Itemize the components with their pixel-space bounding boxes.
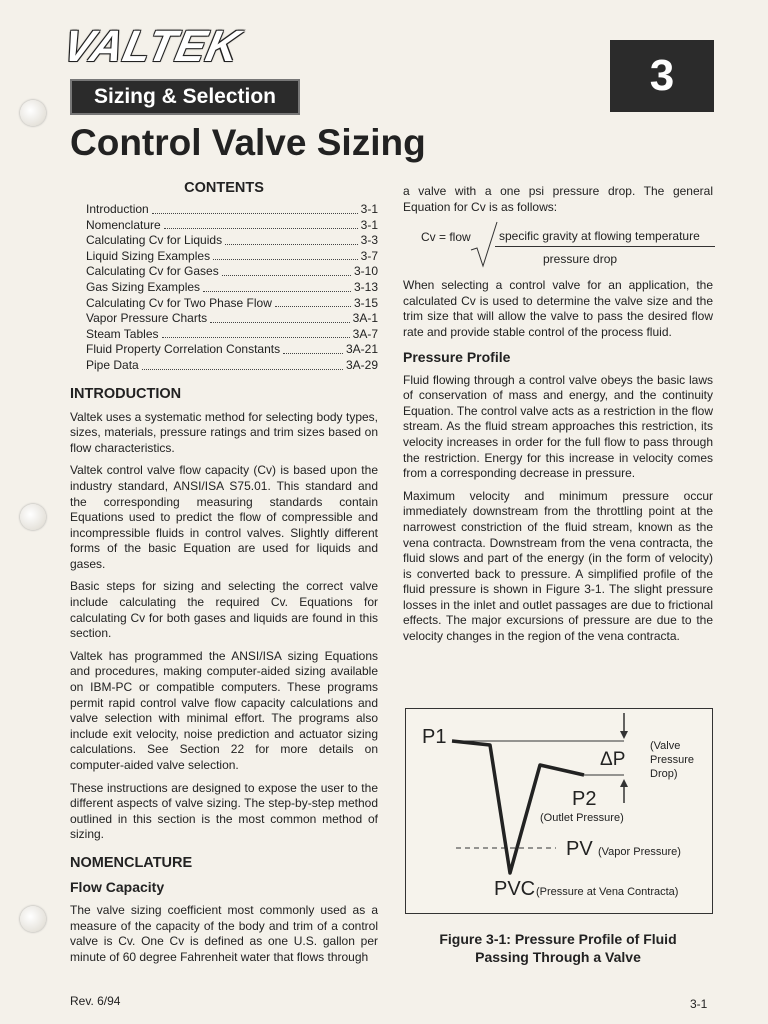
p1-label: P1: [422, 726, 447, 748]
pressure-paragraph: Maximum velocity and minimum pressure occur immediately downstream from the throttling point at the narrowest constriction of the fluid stream, known as the vena contracta. Downstream from the vena contracta, the fluid slows and part of the energy (in the form of velocity) is converted back to pressure. A simplified profile of the fluid pressure is shown in Figure 3-1. The slight pressure losses in the inlet and outlet passages are due to frictional effects. The major excursions of pressure are due to the velocity changes in the region of the vena contracta.: [403, 488, 713, 644]
continuation-paragraph: a valve with a one psi pressure drop. The general Equation for Cv is as follows:: [403, 184, 713, 214]
figure-caption: [405, 930, 711, 966]
toc-item[interactable]: [86, 296, 378, 312]
pressure-paragraph: Fluid flowing through a control valve obeys the basic laws of conservation of mass and energy, and the continuity Equation. The control valve acts as a restriction in the flow stream. As the fluid stream approaches this restriction, its velocity increases in order for the full flow to pass through the restriction. Energy for this increase in velocity comes from a corresponding decrease in pressure.: [403, 372, 713, 481]
nomenclature-heading: NOMENCLATURE: [70, 854, 193, 871]
delta-p-label: ΔP: [600, 749, 626, 770]
intro-paragraph: Basic steps for sizing and selecting the correct valve include calculating the required Cv. Equations for calculating Cv for both gases and liquids are found in this section.: [70, 579, 378, 641]
intro-paragraph: These instructions are designed to expose the user to the different aspects of valve sizing. The step-by-step method outlined in this section is the most common method of sizing.: [70, 780, 378, 842]
intro-paragraph: Valtek has programmed the ANSI/ISA sizing Equations and procedures, making computer-aided sizing available on IBM-PC or compatible computers. These programs permit rapid control valve flow capacity calculations and valve selection with minimal effort. The programs also include exit velocity, noise prediction and actuator sizing calculations. See Section 22 for more details on computer-aided valve selection.: [70, 648, 378, 772]
toc-item-page: 3-15: [353, 295, 378, 310]
pv-note: (Vapor Pressure): [598, 846, 681, 858]
delta-p-note: (Valve: [650, 740, 681, 752]
pvc-label: PVC: [494, 878, 536, 900]
toc-item-title: Fluid Property Correlation Constants: [86, 342, 281, 357]
toc-item-page: 3A-7: [352, 326, 378, 341]
toc-item[interactable]: [86, 202, 378, 218]
pressure-curve: [452, 741, 584, 873]
pressure-profile-diagram: [406, 709, 712, 913]
revision-label: Rev. 6/94: [70, 994, 121, 1008]
equation-left: Cv = flow: [421, 230, 471, 245]
toc-item[interactable]: [86, 280, 378, 296]
binder-hole: [20, 906, 46, 932]
toc-item-page: 3A-1: [352, 311, 378, 326]
toc-item-page: 3-3: [360, 233, 378, 248]
toc-item[interactable]: [86, 218, 378, 234]
contents-heading: CONTENTS: [184, 180, 264, 196]
toc-item-page: 3-1: [360, 217, 378, 232]
toc-item-title: Introduction: [86, 202, 149, 216]
toc-item[interactable]: [86, 264, 378, 280]
toc-item[interactable]: [86, 342, 378, 358]
toc-item-title: Liquid Sizing Examples: [86, 248, 211, 263]
toc-item-title: Vapor Pressure Charts: [86, 311, 208, 326]
flow-capacity-heading: Flow Capacity: [70, 878, 165, 895]
pressure-profile-heading: Pressure Profile: [403, 348, 511, 365]
toc-item-title: Calculating Cv for Two Phase Flow: [86, 295, 272, 310]
flow-capacity-paragraph: The valve sizing coefficient most commonly used as a measure of the capacity of the body and trim of a control valve is Cv. One Cv is defined as one U.S. gallon per minute of 60 degree Fahrenheit water that flows through: [70, 902, 378, 964]
page-number: 3-1: [690, 997, 708, 1011]
cv-equation: [403, 222, 713, 268]
equation-denominator: pressure drop: [543, 252, 618, 267]
right-column: [403, 184, 713, 652]
selection-paragraph: When selecting a control valve for an application, the calculated Cv is used to determine the valve size and the trim size that will allow the valve to pass the desired flow rate and provide stable control of the process fluid.: [403, 278, 713, 339]
valtek-logo: VALTEK: [58, 22, 245, 71]
chapter-number: 3: [610, 40, 714, 112]
equation-numerator: specific gravity at flowing temperature: [499, 229, 700, 244]
toc-item-page: 3-13: [353, 279, 378, 294]
toc-item-title: Steam Tables: [86, 326, 159, 341]
p2-note: (Outlet Pressure): [540, 812, 624, 824]
toc-item-page: 3A-29: [345, 357, 378, 372]
pv-label: PV: [566, 838, 593, 860]
introduction-heading: INTRODUCTION: [70, 385, 182, 402]
toc-item-title: Pipe Data: [86, 357, 139, 372]
toc-item-page: 3A-21: [345, 342, 378, 357]
toc-item-title: Gas Sizing Examples: [86, 279, 201, 294]
square-root-icon: [467, 220, 507, 270]
toc-item[interactable]: [86, 327, 378, 343]
toc-item[interactable]: [86, 249, 378, 265]
section-badge: Sizing & Selection: [70, 79, 300, 115]
toc-item[interactable]: [86, 233, 378, 249]
toc-item-title: Nomenclature: [86, 217, 161, 232]
toc-item-page: 3-10: [353, 264, 378, 279]
toc-item-page: 3-7: [360, 248, 378, 263]
caption-line: Figure 3-1: Pressure Profile of Fluid: [439, 931, 677, 947]
delta-p-note: Drop): [650, 768, 678, 780]
left-column: [70, 180, 378, 972]
caption-line: Passing Through a Valve: [475, 949, 641, 965]
pvc-note: (Pressure at Vena Contracta): [536, 886, 679, 898]
table-of-contents: [86, 202, 378, 374]
pressure-profile-figure: [405, 708, 713, 914]
intro-paragraph: Valtek control valve flow capacity (Cv) is based upon the industry standard, ANSI/ISA S75.01. This standard and the corresponding measuring standards contain Equations used to predict the flow of compressible and incompressible fluids in control valves. Slightly different forms of the basic Equation are used for liquids and gases.: [70, 463, 378, 571]
page-title: Control Valve Sizing: [70, 122, 426, 163]
fraction-bar: [495, 246, 715, 247]
p2-label: P2: [572, 788, 597, 810]
delta-p-note: Pressure: [650, 754, 695, 766]
toc-item-page: 3-1: [360, 202, 378, 216]
binder-hole: [20, 100, 46, 126]
intro-paragraph: Valtek uses a systematic method for selecting body types, sizes, materials, pressure ratings and trim sizes based on flow characteristics.: [70, 409, 378, 455]
toc-item[interactable]: [86, 358, 378, 374]
toc-item-title: Calculating Cv for Liquids: [86, 233, 223, 248]
toc-item[interactable]: [86, 311, 378, 327]
binder-hole: [20, 504, 46, 530]
toc-item-title: Calculating Cv for Gases: [86, 264, 219, 279]
